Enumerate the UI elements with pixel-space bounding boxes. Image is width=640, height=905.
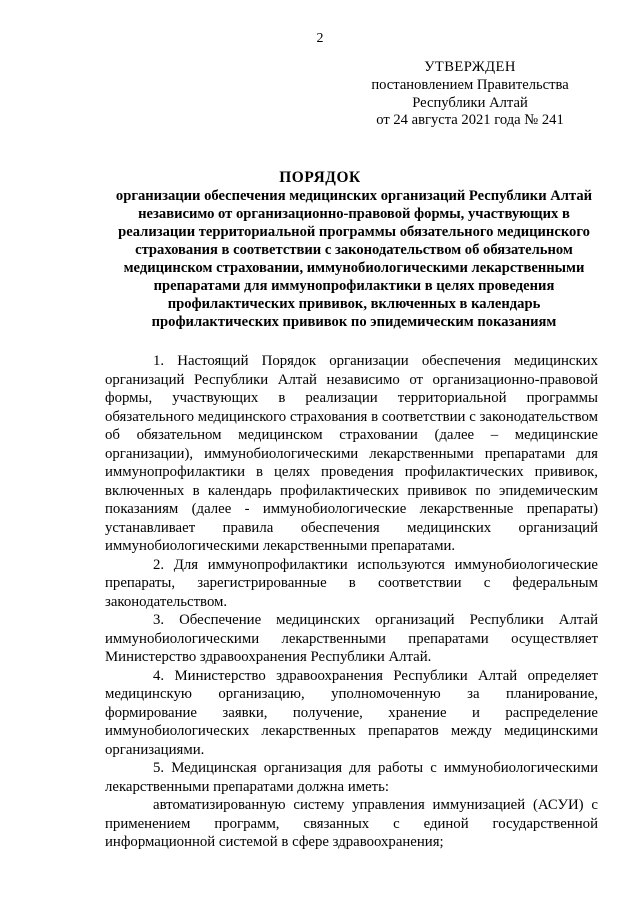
- approval-line: постановлением Правительства: [371, 76, 569, 93]
- document-subtitle: организации обеспечения медицинских организаций Республики Алтай независимо от организационно-правовой формы, участвующих в реализации территориальной программы обязательного медицинского страхования в соответствии с законодательством об обязательном медицинском страховании, иммунобиологическими лекарственными препаратами для иммунопрофилактики в целях проведения профилактических прививок, включенных в календарь профилактических прививок по эпидемическим показаниям: [115, 188, 593, 330]
- paragraph-4: 4. Министерство здравоохранения Республики Алтай определяет медицинскую организацию, уполномоченную за планирование, формирование заявки, получение, хранение и распределение иммунобиологических лекарственных препаратов между медицинскими организациями.: [105, 667, 598, 758]
- approval-line: Республики Алтай: [412, 94, 528, 111]
- paragraph-3: 3. Обеспечение медицинских организаций Республики Алтай иммунобиологическими лекарственными препаратами осуществляет Министерство здравоохранения Республики Алтай.: [105, 612, 598, 665]
- paragraph-2: 2. Для иммунопрофилактики используются иммунобиологические препараты, зарегистрированные в соответствии с федеральным законодательством.: [105, 556, 598, 610]
- approval-heading: УТВЕРЖДЕН: [424, 59, 516, 75]
- document-body: [105, 352, 598, 852]
- document-title: ПОРЯДОК: [279, 169, 361, 186]
- approval-date-line: от 24 августа 2021 года № 241: [376, 112, 564, 129]
- approval-block: [356, 59, 584, 130]
- paragraph-5: 5. Медицинская организация для работы с иммунобиологическими лекарственными препаратами должна иметь:: [105, 760, 598, 795]
- paragraph-5-item: автоматизированную систему управления иммунизацией (АСУИ) с применением программ, связанных с единой государственной информационной системой в сфере здравоохранения;: [105, 797, 598, 850]
- paragraph-1: 1. Настоящий Порядок организации обеспечения медицинских организаций Республики Алтай независимо от организационно-правовой формы, участвующих в реализации территориальной программы обязательного медицинского страхования в соответствии с законодательством об обязательном медицинском страховании (далее – медицинские организации), иммунобиологическими лекарственными препаратами для иммунопрофилактики в целях проведения профилактических прививок, включенных в календарь профилактических прививок по эпидемическим показаниям (далее - иммунобиологические лекарственные препараты) устанавливает правила обеспечения медицинских организаций иммунобиологическими лекарственными препаратами.: [105, 353, 598, 554]
- page-number: 2: [316, 31, 324, 46]
